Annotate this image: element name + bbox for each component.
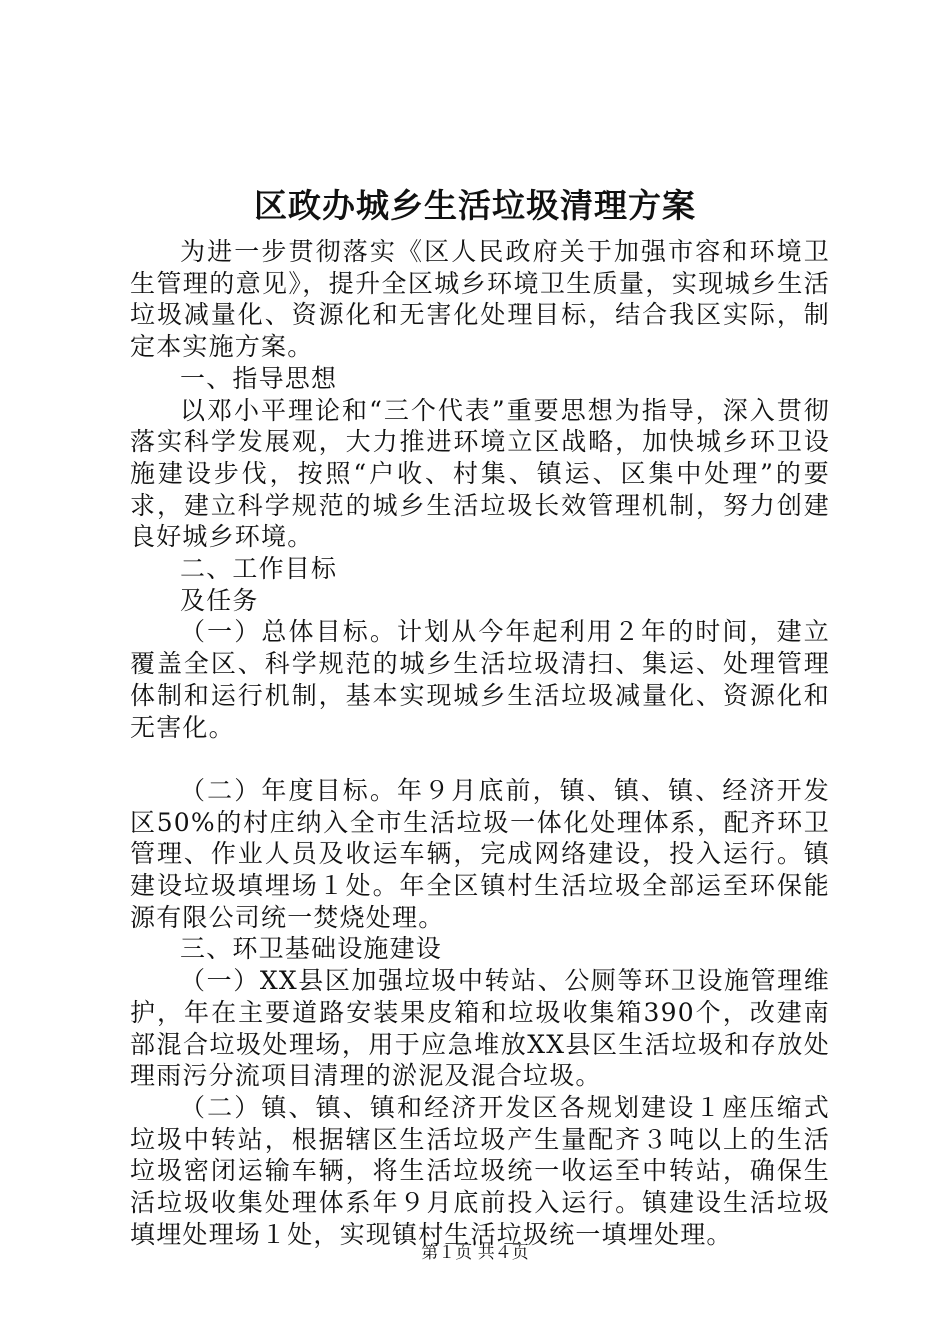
- intro-paragraph: 为进一步贯彻落实《区人民政府关于加强市容和环境卫生管理的意见》，提升全区城乡环境卫生质量，实现城乡生活垃圾减量化、资源化和无害化处理目标，结合我区实际，制定本实施方案。: [130, 237, 830, 362]
- section-heading-2-continued: 及任务: [180, 585, 259, 615]
- overall-goal-paragraph: （一）总体目标。计划从今年起利用２年的时间，建立覆盖全区、科学规范的城乡生活垃圾清扫、集运、处理管理体制和运行机制，基本实现城乡生活垃圾减量化、资源化和无害化。: [130, 617, 830, 742]
- section-heading-3: 三、环卫基础设施建设: [180, 934, 443, 964]
- page-footer: 第１页 共４页: [421, 1243, 529, 1263]
- paragraph-gap: [130, 743, 830, 775]
- section-heading-1: 一、指导思想: [180, 363, 338, 393]
- facility-item-2-paragraph: （二）镇、镇、镇和经济开发区各规划建设１座压缩式垃圾中转站，根据辖区生活垃圾产生量配齐３吨以上的生活垃圾密闭运输车辆，将生活垃圾统一收运至中转站，确保生活垃圾收集处理体系年９月底前投入运行。镇建设生活垃圾填埋处理场１处，实现镇村生活垃圾统一填埋处理。: [130, 1092, 830, 1249]
- section-heading-2: 二、工作目标: [180, 554, 338, 584]
- facility-item-1-paragraph: （一）XX县区加强垃圾中转站、公厕等环卫设施管理维护，年在主要道路安装果皮箱和垃圾收集箱390个，改建南部混合垃圾处理场，用于应急堆放XX县区生活垃圾和存放处理雨污分流项目清理的淤泥及混合垃圾。: [130, 966, 830, 1091]
- guiding-ideology-paragraph: 以邓小平理论和“三个代表”重要思想为指导，深入贯彻落实科学发展观，大力推进环境立区战略，加快城乡环卫设施建设步伐，按照“户收、村集、镇运、区集中处理”的要求，建立科学规范的城乡生活垃圾长效管理机制，努力创建良好城乡环境。: [130, 395, 830, 552]
- annual-goal-paragraph: （二）年度目标。年９月底前，镇、镇、镇、经济开发区50%的村庄纳入全市生活垃圾一体化处理体系，配齐环卫管理、作业人员及收运车辆，完成网络建设，投入运行。镇建设垃圾填埋场１处。年全区镇村生活垃圾全部运至环保能源有限公司统一焚烧处理。: [130, 775, 830, 932]
- document-title: 区政办城乡生活垃圾清理方案: [254, 186, 696, 225]
- document-body: [130, 236, 830, 1250]
